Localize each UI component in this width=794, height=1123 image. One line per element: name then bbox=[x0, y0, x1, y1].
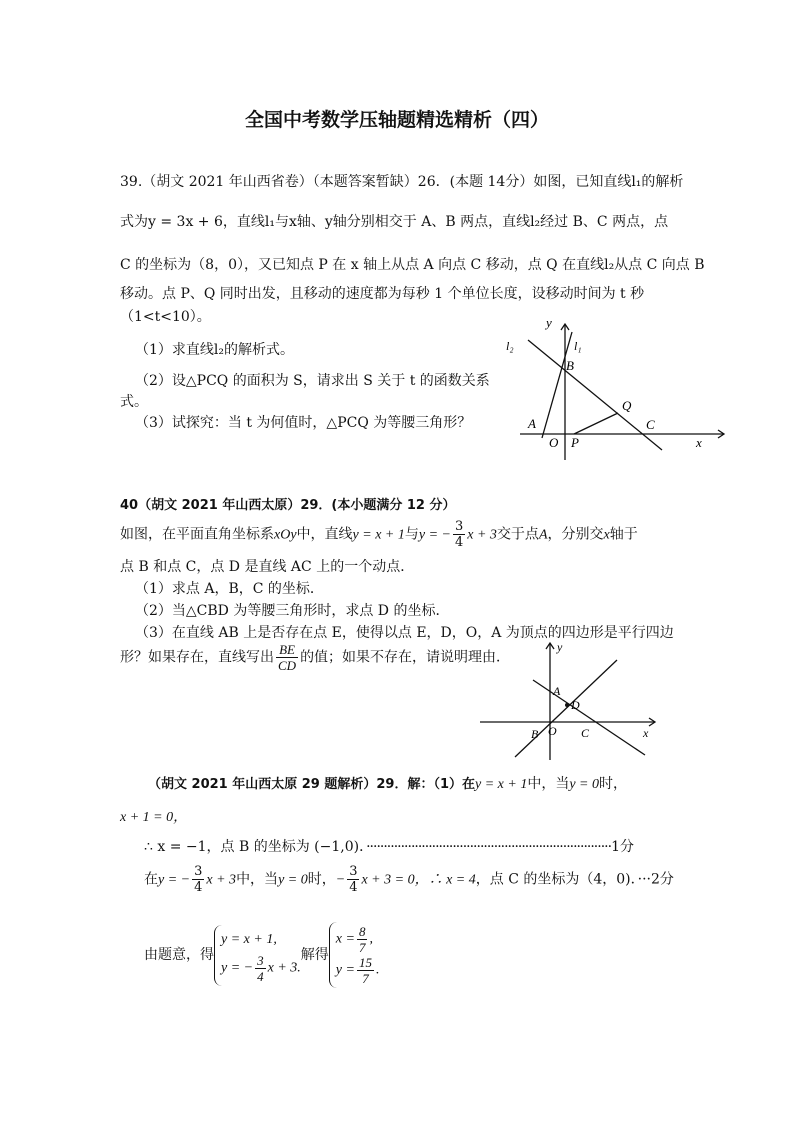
fig1-label-Q: Q bbox=[622, 398, 632, 413]
fig1-label-A: A bbox=[528, 416, 536, 431]
q40-intro bbox=[120, 519, 638, 550]
sol-l4-a: 在 bbox=[144, 871, 158, 888]
sol-l4-frac1-den: 4 bbox=[194, 880, 203, 895]
fig1-label-l1: l₁ bbox=[574, 339, 582, 353]
fig1-label-B: B bbox=[566, 358, 574, 373]
q40-header: 40（胡文 2021 年山西太原）29．(本小题满分 12 分） bbox=[120, 498, 456, 513]
fig2-line-ab bbox=[515, 660, 617, 757]
sol-l4-frac2-den: 4 bbox=[349, 880, 358, 895]
solution-score2: 2分 bbox=[651, 871, 674, 888]
q40-part1: （1）求点 A，B，C 的坐标． bbox=[135, 581, 324, 597]
solution-line3 bbox=[144, 836, 634, 856]
sys1-b1: y = − bbox=[221, 960, 254, 976]
sol-l4-i: ，点 C 的坐标为（4，0)．··· bbox=[475, 871, 651, 888]
q40-line1: y = x + 1 bbox=[352, 527, 405, 543]
q39-part3: （3）试探究：当 t 为何值时，△PCQ 为等腰三角形？ bbox=[135, 415, 472, 431]
figure-1 bbox=[500, 310, 740, 460]
sys2-a-den: 7 bbox=[358, 940, 366, 955]
sys2-b2: . bbox=[375, 962, 380, 978]
q40-part3b-fraction bbox=[276, 642, 298, 673]
sys2-a1: x = bbox=[335, 931, 355, 947]
sol-l4-frac2 bbox=[347, 864, 359, 895]
q39-line3: C 的坐标为（8，0），又已知点 P 在 x 轴上从点 A 向点 C 移动，点 Q 在直线l₂从点 C 向点 B bbox=[120, 257, 705, 273]
sys1-frac-num: 3 bbox=[257, 952, 264, 968]
q40-x: x bbox=[603, 527, 610, 543]
q40-intro-b: 中，直线 bbox=[296, 526, 353, 543]
sys2-b-num: 15 bbox=[358, 955, 372, 970]
q39-line1: 39.（胡文 2021 年山西省卷）（本题答案暂缺）26．(本题 14分）如图，已知直线l₁的解析 bbox=[120, 174, 684, 190]
fig1-line-l1 bbox=[542, 332, 572, 438]
sys1-eq-b bbox=[221, 953, 301, 984]
sys2-eq-b bbox=[336, 955, 380, 986]
sol-l4-h: x + 3 = 0，∴ x = 4 bbox=[361, 872, 476, 888]
fig2-label-C: C bbox=[581, 726, 590, 740]
solution-line3-text: ∴ x = −1，点 B 的坐标为 (−1,0)． bbox=[144, 839, 367, 855]
solution-header: （胡文 2021 年山西太原 29 题解析）29．解：（1）在 bbox=[148, 777, 476, 792]
sys2-b-den: 7 bbox=[362, 971, 369, 986]
sys2-a2: , bbox=[369, 931, 373, 947]
sol-system1 bbox=[214, 925, 301, 986]
sys1-b2: x + 3. bbox=[267, 960, 301, 976]
page-title: 全国中考数学压轴题精选精析（四） bbox=[244, 109, 549, 131]
q39-part2a: （2）设△PCQ 的面积为 S，请求出 S 关于 t 的函数关系 bbox=[135, 373, 490, 389]
q39-part1: （1）求直线l₂的解析式。 bbox=[135, 342, 294, 358]
fig2-label-B: B bbox=[531, 727, 539, 741]
solution-line5 bbox=[144, 922, 379, 988]
sys2-b1: y = bbox=[335, 962, 355, 978]
sol-l4-frac1-num: 3 bbox=[194, 864, 203, 879]
solution-eq2: y = 0 bbox=[569, 777, 600, 792]
sol-l4-f: 时， bbox=[307, 871, 336, 888]
q40-frac-num: 3 bbox=[454, 519, 464, 534]
sol-l4-d: 中，当 bbox=[236, 871, 279, 888]
fig2-label-x: x bbox=[643, 726, 649, 740]
q40-intro-e: ，分别交 bbox=[547, 526, 604, 543]
fig1-label-l2: l₂ bbox=[506, 339, 514, 353]
solution-line1 bbox=[148, 773, 627, 793]
fig1-label-O: O bbox=[549, 435, 559, 450]
sol-system2 bbox=[329, 922, 380, 988]
sol-l5-a: 由题意，得 bbox=[144, 947, 214, 963]
sol-l4-g: − bbox=[335, 872, 346, 888]
sol-l4-e: y = 0 bbox=[278, 872, 308, 888]
sol-l5-b: 解得 bbox=[300, 947, 329, 963]
q40-intro-f: 轴于 bbox=[609, 526, 638, 543]
sys2-frac-b bbox=[357, 955, 374, 986]
solution-s1: 中，当 bbox=[527, 776, 570, 792]
solution-line2: x + 1 = 0， bbox=[120, 810, 188, 825]
q39-line2: 式为y = 3x + 6，直线l₁与x轴、y轴分别相交于 A、B 两点，直线l₂经过 B、C 两点，点 bbox=[120, 214, 669, 230]
q40-part3b-den: CD bbox=[278, 658, 297, 673]
fig1-label-P: P bbox=[571, 435, 579, 450]
solution-s2: 时， bbox=[599, 776, 628, 792]
q39-line5: （1<t<10）。 bbox=[120, 309, 211, 325]
fig1-label-x: x bbox=[696, 435, 702, 450]
fig1-label-C: C bbox=[646, 417, 655, 432]
solution-eq1: y = x + 1 bbox=[475, 777, 528, 792]
q40-intro-a: 如图，在平面直角坐标系 bbox=[120, 526, 274, 543]
q40-line2: 点 B 和点 C，点 D 是直线 AC 上的一个动点． bbox=[120, 559, 415, 575]
sol-l4-frac1 bbox=[192, 864, 204, 895]
sys2-a-num: 8 bbox=[358, 924, 366, 939]
fig2-point-d bbox=[565, 703, 569, 707]
q40-line2b: x + 3 bbox=[467, 527, 497, 543]
fig2-label-A: A bbox=[553, 684, 561, 698]
q40-line2a: y = − bbox=[418, 527, 451, 543]
sys1-frac-den: 4 bbox=[257, 968, 264, 984]
q40-fraction bbox=[453, 519, 465, 550]
solution-line4 bbox=[144, 864, 674, 895]
q40-part2: （2）当△CBD 为等腰三角形时，求点 D 的坐标． bbox=[135, 603, 450, 619]
q39-part2b: 式。 bbox=[120, 394, 148, 410]
fig1-segment-pq bbox=[574, 413, 618, 434]
sol-l4-frac2-num: 3 bbox=[349, 864, 358, 879]
fig2-label-O: O bbox=[548, 724, 557, 738]
q40-part3b-b: 的值；如果不存在，请说明理由． bbox=[300, 649, 511, 666]
solution-score1: 1分 bbox=[611, 839, 634, 855]
q40-part3b-num: BE bbox=[276, 642, 298, 658]
sys1-eq-a: y = x + 1, bbox=[221, 931, 277, 947]
sys1-frac bbox=[255, 953, 266, 984]
sol-l4-b: y = − bbox=[158, 872, 191, 888]
q40-intro-d: 交于点 bbox=[496, 526, 539, 543]
sys2-frac-a bbox=[357, 924, 368, 955]
solution-line3-dots: ······································································· bbox=[366, 839, 612, 855]
q40-xoy: xOy bbox=[274, 527, 297, 543]
q40-intro-c: 与 bbox=[404, 526, 419, 543]
figure-2 bbox=[475, 635, 665, 765]
q40-part3: （3）在直线 AB 上是否存在点 E，使得以点 E，D，O，A 为顶点的四边形是平行四边 bbox=[135, 625, 674, 641]
fig1-label-y: y bbox=[546, 315, 552, 330]
q39-line4: 移动。点 P、Q 同时出发，且移动的速度都为每秒 1 个单位长度，设移动时间为 t 秒 bbox=[120, 286, 645, 302]
fig2-label-D: D bbox=[571, 698, 580, 712]
q40-frac-den: 4 bbox=[454, 535, 464, 550]
q40-point-a: A bbox=[538, 527, 548, 543]
sol-l4-c: x + 3 bbox=[206, 872, 237, 888]
fig2-label-y: y bbox=[557, 640, 563, 654]
q40-part3b bbox=[120, 642, 510, 673]
q40-part3b-a: 形？如果存在，直线写出 bbox=[120, 649, 274, 666]
sys2-eq-a bbox=[336, 924, 380, 955]
